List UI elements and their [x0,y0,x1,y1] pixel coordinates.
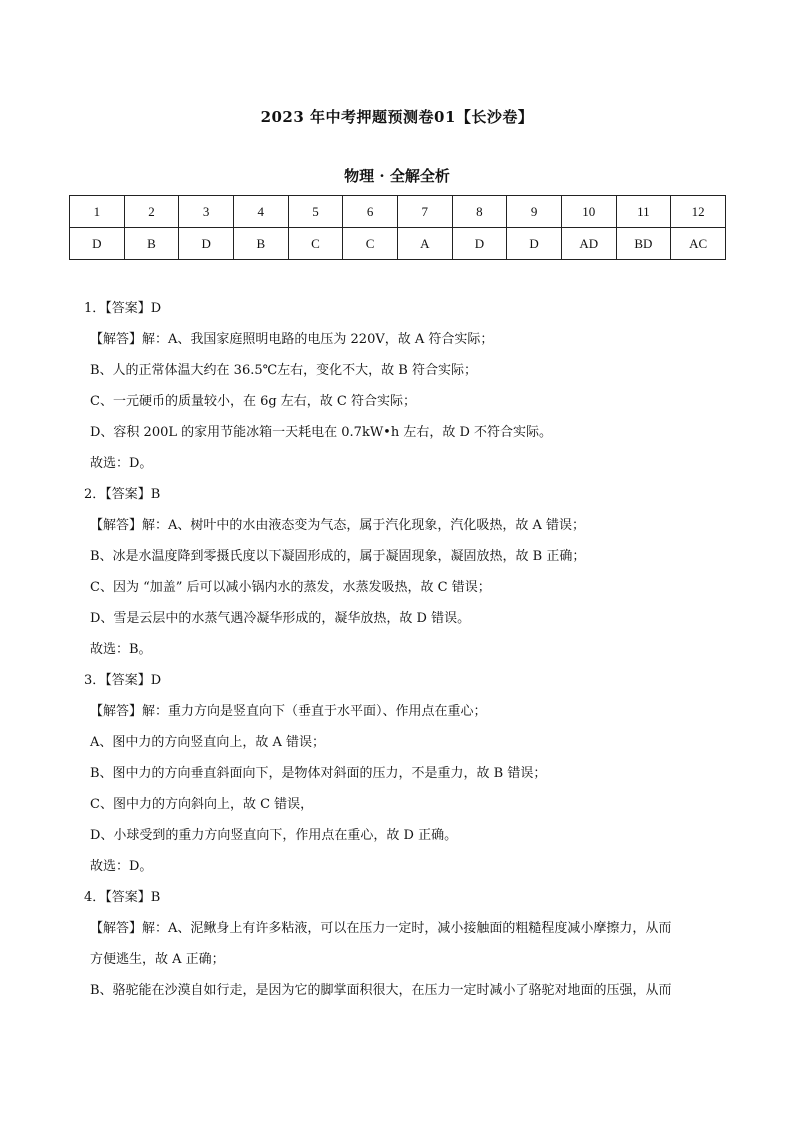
solution-block [84,665,734,882]
solution-line: B、冰是水温度降到零摄氏度以下凝固形成的，属于凝固现象，凝固放热，故 B 正确； [90,549,586,564]
answer-cell: AD [561,228,616,260]
question-number-cell: 9 [507,196,562,228]
solution-line: 故选：D。 [90,859,153,874]
answer-cell: B [233,228,288,260]
answer-cell: BD [616,228,671,260]
answer-table-answer-row [70,228,726,260]
solution-line: D、容积 200L 的家用节能冰箱一天耗电在 0.7kW•h 左右，故 D 不符合实际。 [90,425,553,440]
answer-heading: 2．【答案】B [84,487,161,502]
question-number-cell: 10 [561,196,616,228]
solution-line: B、图中力的方向垂直斜面向下，是物体对斜面的压力，不是重力，故 B 错误； [90,766,547,781]
document-subtitle: 物理 · 全解全析 [344,167,450,185]
answer-cell: D [179,228,234,260]
answer-cell: C [343,228,398,260]
answer-heading: 4．【答案】B [84,890,161,905]
solution-line: 方便逃生，故 A 正确； [90,952,225,967]
solution-line: D、雪是云层中的水蒸气遇冷凝华形成的，凝华放热，故 D 错误。 [90,611,471,626]
solution-line: A、图中力的方向竖直向上，故 A 错误； [90,735,326,750]
answer-cell: A [397,228,452,260]
solution-line: C、图中力的方向斜向上，故 C 错误， [90,797,314,812]
question-number-cell: 4 [233,196,288,228]
solution-block [84,293,734,479]
solution-line: D、小球受到的重力方向竖直向下，作用点在重心，故 D 正确。 [90,828,458,843]
question-number-cell: 5 [288,196,343,228]
answer-cell: C [288,228,343,260]
answer-table [69,195,726,260]
question-number-cell: 11 [616,196,671,228]
solution-line: 故选：D。 [90,456,153,471]
solutions-section [84,293,734,1006]
answer-cell: D [70,228,125,260]
question-number-cell: 8 [452,196,507,228]
question-number-cell: 6 [343,196,398,228]
answer-table-number-row [70,196,726,228]
answer-cell: D [452,228,507,260]
solution-line: B、人的正常体温大约在 36.5℃左右，变化不大，故 B 符合实际； [90,363,477,378]
solution-line: B、骆驼能在沙漠自如行走，是因为它的脚掌面积很大，在压力一定时减小了骆驼对地面的压强，从而 [90,983,672,998]
solution-block [84,479,734,665]
solution-line: 【解答】解：A、我国家庭照明电路的电压为 220V，故 A 符合实际； [90,332,494,347]
solution-line: 【解答】解：A、泥鳅身上有许多粘液，可以在压力一定时，减小接触面的粗糙程度减小摩擦力，从而 [90,921,672,936]
question-number-cell: 3 [179,196,234,228]
solution-line: 【解答】解：A、树叶中的水由液态变为气态，属于汽化现象，汽化吸热，故 A 错误； [90,518,586,533]
answer-heading: 3．【答案】D [84,673,162,688]
document-title: 2023 年中考押题预测卷01【长沙卷】 [260,108,534,126]
answer-heading: 1．【答案】D [84,301,162,316]
question-number-cell: 1 [70,196,125,228]
solution-line: C、因为 “加盖” 后可以减小锅内水的蒸发，水蒸发吸热，故 C 错误； [90,580,491,595]
answer-cell: B [124,228,179,260]
solution-line: 【解答】解：重力方向是竖直向下（垂直于水平面）、作用点在重心； [90,704,487,719]
question-number-cell: 2 [124,196,179,228]
answer-cell: D [507,228,562,260]
question-number-cell: 7 [397,196,452,228]
solution-line: C、一元硬币的质量较小，在 6g 左右，故 C 符合实际； [90,394,417,409]
answer-cell: AC [671,228,726,260]
solution-block [84,882,734,1006]
solution-line: 故选：B。 [90,642,152,657]
question-number-cell: 12 [671,196,726,228]
